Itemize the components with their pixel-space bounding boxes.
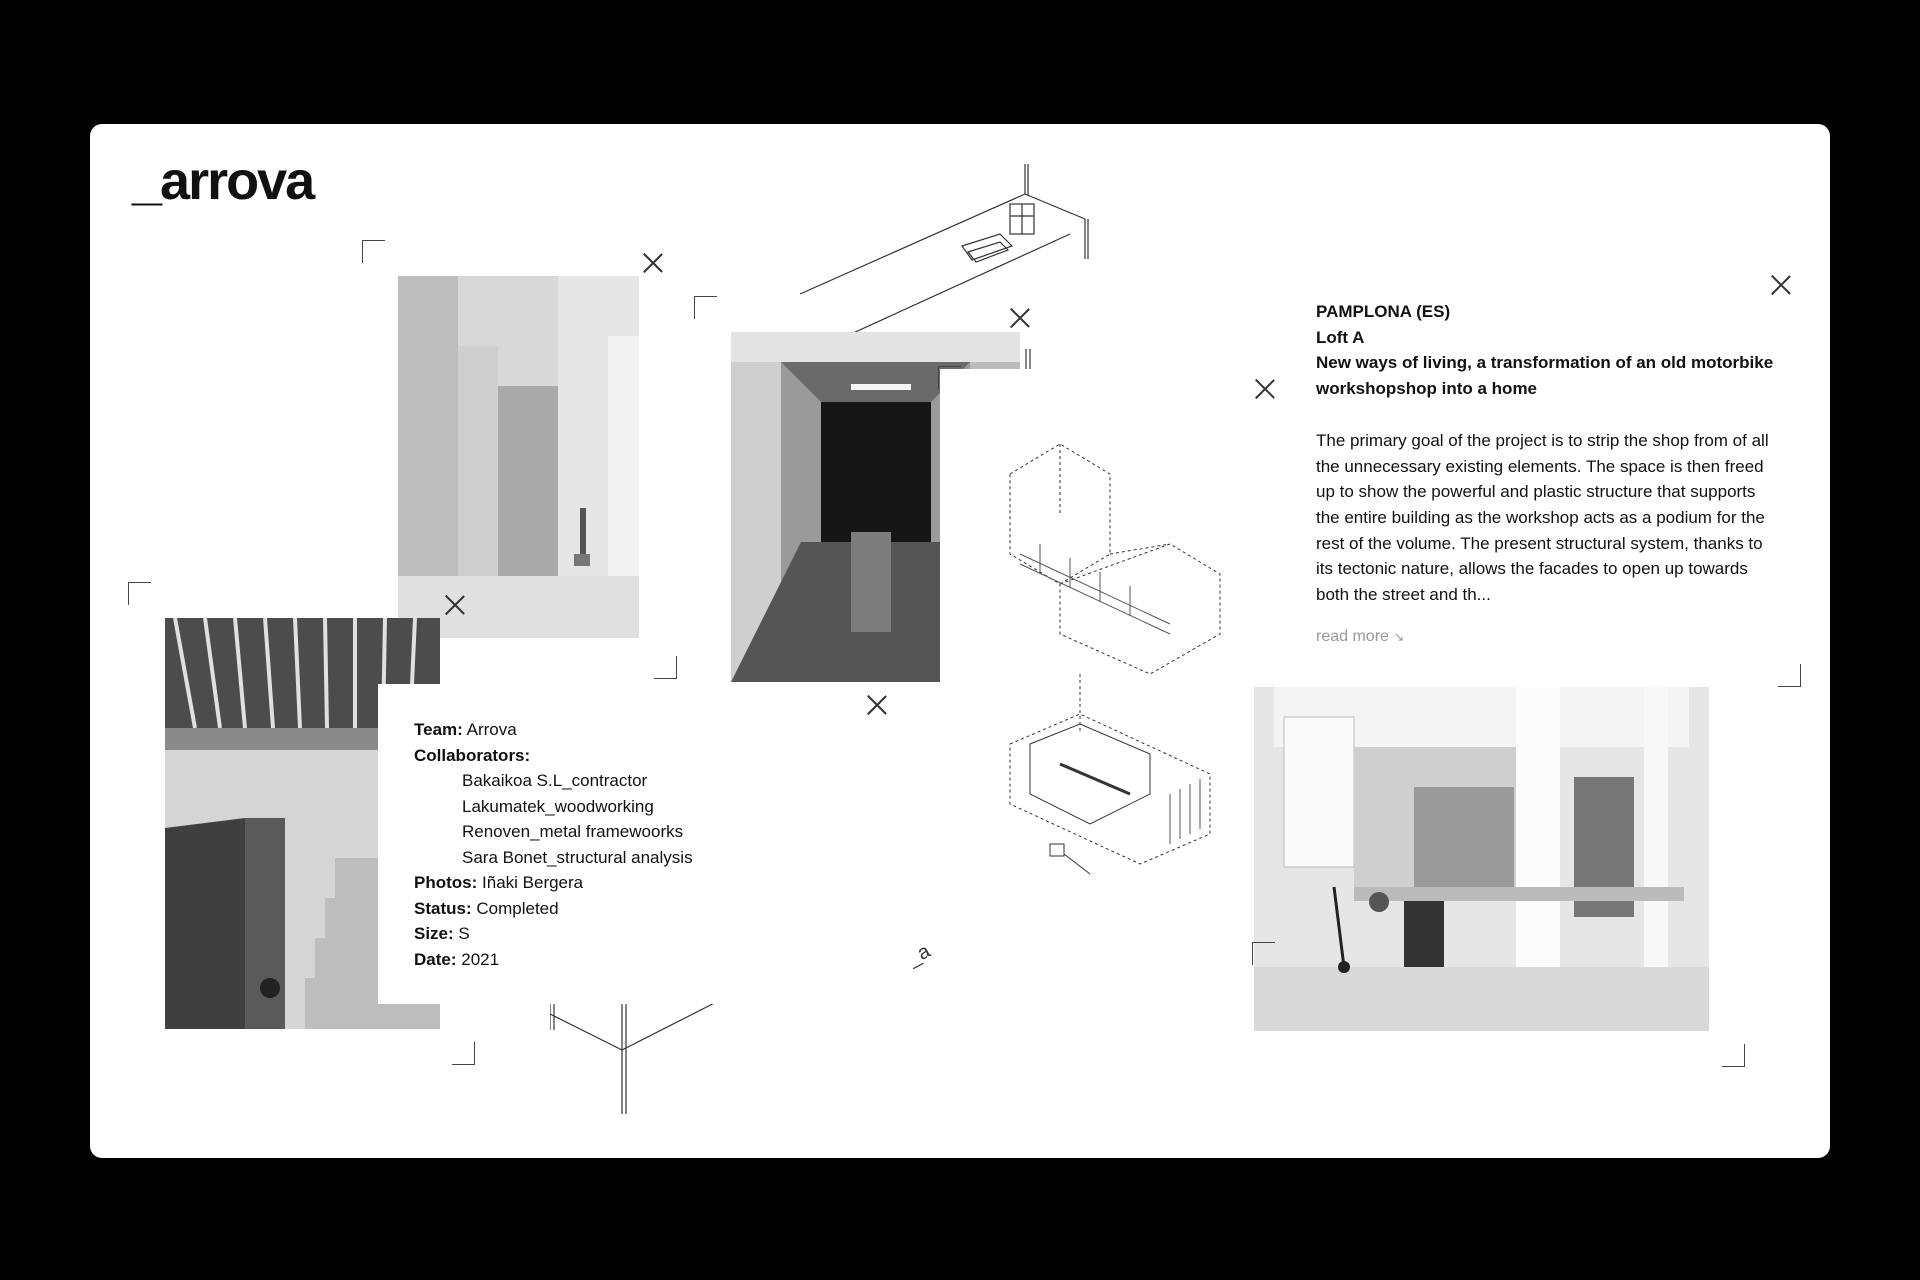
close-icon[interactable] [866,694,888,716]
drawing-label: _a [903,940,934,970]
corner-mark [654,656,677,679]
corner-mark [938,366,961,389]
project-subtitle: New ways of living, a transformation of an old motorbike workshopshop into a home [1316,353,1774,399]
close-icon[interactable] [642,252,664,274]
collaborator-item: Bakaikoa S.L_contractor [462,771,648,790]
read-more-link[interactable] [1316,624,1776,650]
credit-date: Date: 2021 [414,949,500,969]
browser-window [90,124,1830,1158]
close-icon[interactable] [1009,307,1031,329]
close-icon[interactable] [1770,274,1792,296]
collaborator-item: Sara Bonet_structural analysis [462,847,693,867]
credit-photos: Photos: Iñaki Bergera [414,873,584,892]
project-body: The primary goal of the project is to strip the shop from of all the unnecessary existing elements. The space is then freed up to show the powerful and plastic structure that supports the entire building as the workshop acts as a podium for the rest of the volume. The present structural system, thanks to its tectonic nature, allows the facades to open up towards both the street and th... [1316,430,1769,605]
project-name: Loft A [1316,327,1365,347]
collaborator-item: Renoven_metal framewoorks [462,822,684,841]
corner-mark [1252,942,1275,965]
corner-mark [452,1042,475,1065]
corner-mark [694,296,717,319]
corner-mark [128,582,151,605]
corner-mark [1722,1044,1745,1067]
credit-team: Team: Arrova [414,720,517,739]
project-description [1316,299,1776,649]
close-icon[interactable] [1254,378,1276,400]
credit-status: Status: Completed [414,898,559,918]
photo-loft-interior[interactable] [1254,687,1709,1031]
project-location: PAMPLONA (ES) [1316,302,1451,321]
photo-interior-window[interactable] [398,276,639,638]
logo[interactable]: _arrova [132,151,314,211]
credit-collaborators: Collaborators: [414,745,531,765]
corner-mark [1778,664,1801,687]
arrow-down-right-icon: ↘ [1393,628,1405,644]
credit-size: Size: S [414,924,470,943]
collaborator-item: Lakumatek_woodworking [462,796,654,816]
corner-mark [362,240,385,263]
credits-info [414,717,693,972]
read-more-label: read more [1316,627,1389,645]
close-icon[interactable] [444,594,466,616]
